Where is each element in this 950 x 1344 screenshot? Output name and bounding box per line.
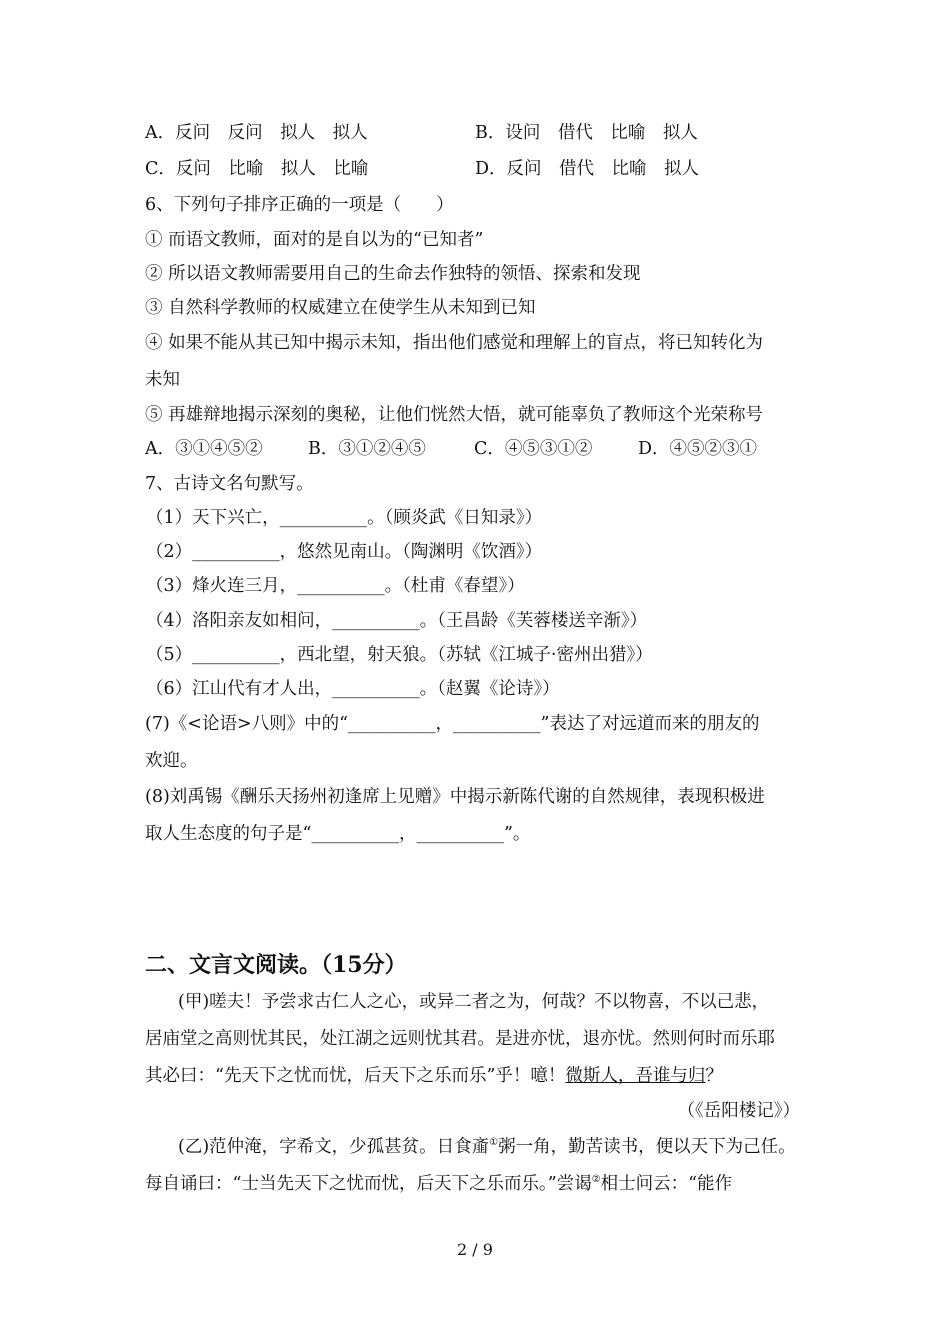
- passage-yi-line-1-a: (乙)范仲淹，字希文，少孤甚贫。日食齑: [178, 1137, 490, 1157]
- passage-yi-line-2-a: 每自诵曰：“士当先天下之忧而忧，后天下之乐而乐。”尝谒: [145, 1174, 592, 1194]
- q6-item-5: ⑤ 再雄辩地揭示深刻的奥秘，让他们恍然大悟，就可能辜负了教师这个光荣称号: [145, 405, 764, 425]
- q7-item-7: (7)《<论语>八则》中的“__________，__________”表达了对远道而来的朋友的: [145, 714, 760, 734]
- q6-item-4-cont: 未知: [145, 370, 180, 390]
- q7-stem: 7、古诗文名句默写。: [145, 474, 314, 494]
- underlined-phrase: 微斯人，吾谁与归: [565, 1066, 706, 1086]
- q7-item-4: （4）洛阳亲友如相问，__________。（王昌龄《芙蓉楼送辛渐》）: [146, 611, 648, 631]
- q7-item-5: （5）__________，西北望，射天狼。（苏轼《江城子·密州出猎》）: [146, 645, 653, 665]
- q7-item-6: （6）江山代有才人出，__________。（赵翼《论诗》）: [146, 679, 560, 699]
- q6-option-d: D．④⑤②③①: [638, 439, 758, 459]
- q6-item-4: ④ 如果不能从其已知中揭示未知，指出他们感觉和理解上的盲点，将已知转化为: [145, 333, 764, 353]
- q6-item-3: ③ 自然科学教师的权威建立在使学生从未知到已知: [145, 298, 536, 318]
- q5-option-b: B．设问 借代 比喻 拟人: [475, 123, 698, 143]
- q6-option-a: A．③①④⑤②: [145, 439, 263, 459]
- footnote-marker-2: ②: [591, 1174, 601, 1186]
- q7-item-2: （2）__________，悠然见南山。（陶渊明《饮酒》）: [146, 542, 543, 562]
- q7-item-7-cont: 欢迎。: [145, 751, 198, 771]
- q7-item-8: (8)刘禹锡《酬乐天扬州初逢席上见赠》中揭示新陈代谢的自然规律，表现积极进: [145, 787, 765, 807]
- q7-item-3: （3）烽火连三月，__________。（杜甫《春望》）: [146, 576, 525, 596]
- q5-option-a: A．反问 反问 拟人 拟人: [145, 123, 368, 143]
- section-title: 二、文言文阅读。（15分）: [145, 952, 407, 978]
- q6-option-c: C．④⑤③①②: [474, 439, 593, 459]
- passage-jia-line-3: [145, 1064, 810, 1088]
- passage-jia-source: （《岳阳楼记》）: [677, 1101, 800, 1121]
- passage-jia-line-3-text: 其必曰：“先天下之忧而忧，后天下之乐而乐”乎！噫！: [145, 1066, 566, 1086]
- passage-jia-line-2: 居庙堂之高则忧其民，处江湖之远则忧其君。是进亦忧，退亦忧。然则何时而乐耶: [145, 1029, 775, 1049]
- footnote-marker-1: ①: [489, 1137, 499, 1149]
- q6-item-1: ① 而语文教师，面对的是自以为的“已知者”: [145, 230, 484, 250]
- q7-item-1: （1）天下兴亡，__________。（顾炎武《日知录》）: [146, 508, 543, 528]
- page-number: 2 / 9: [457, 1240, 493, 1259]
- q6-item-2: ② 所以语文教师需要用自己的生命去作独特的领悟、探索和发现: [145, 264, 641, 284]
- passage-jia-line-1: (甲)嗟夫！予尝求古仁人之心，或异二者之为，何哉？不以物喜，不以己悲，: [178, 992, 770, 1012]
- passage-jia-line-3-end: ？: [705, 1066, 723, 1086]
- q5-option-d: D．反问 借代 比喻 拟人: [475, 159, 700, 179]
- q6-option-b: B．③①②④⑤: [308, 439, 426, 459]
- q6-stem: 6、下列句子排序正确的一项是（ ）: [145, 195, 454, 215]
- passage-yi-line-1-b: 粥一角，勤苦读书，便以天下为己任。: [498, 1137, 796, 1157]
- passage-yi-line-1: [178, 1135, 810, 1159]
- q5-option-c: C．反问 比喻 拟人 比喻: [145, 159, 369, 179]
- q7-item-8-cont: 取人生态度的句子是“__________，__________”。: [145, 824, 531, 844]
- passage-yi-line-2: [145, 1172, 810, 1196]
- passage-yi-line-2-b: 相士问云：“能作: [600, 1174, 733, 1194]
